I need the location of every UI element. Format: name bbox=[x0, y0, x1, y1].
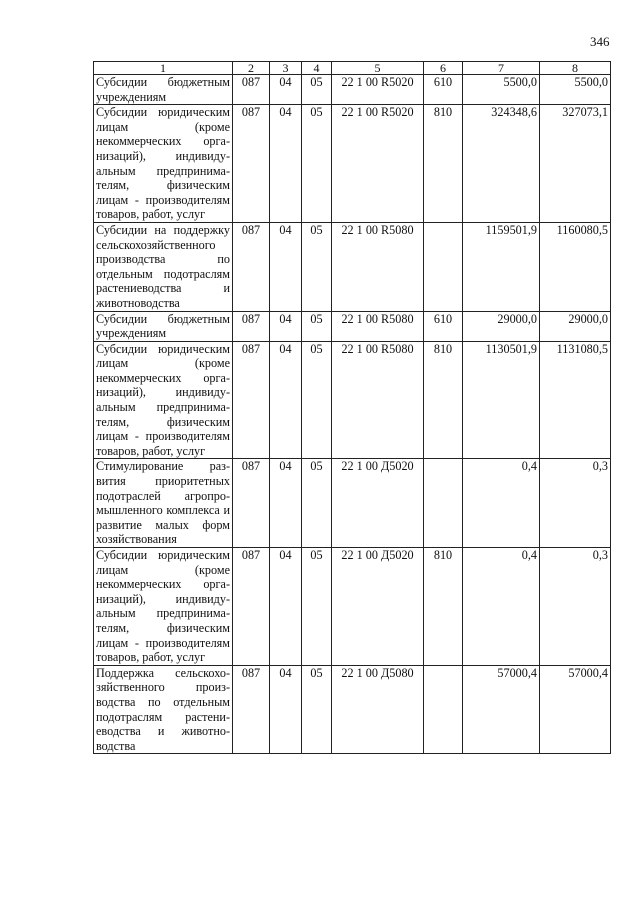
target-article-cell: 22 1 00 R5020 bbox=[332, 75, 424, 105]
expense-type-cell: 810 bbox=[424, 341, 463, 459]
admin-code-cell: 087 bbox=[233, 311, 270, 341]
row-name-cell: Поддержка сельскохозяйственного производства по отдельным подотраслям растениеводства и животноводства bbox=[94, 665, 233, 754]
amount-cell-7: 57000,4 bbox=[463, 665, 540, 754]
table-row bbox=[94, 665, 611, 754]
subsection-cell: 05 bbox=[302, 311, 332, 341]
admin-code-cell: 087 bbox=[233, 222, 270, 311]
column-header: 7 bbox=[463, 62, 540, 75]
row-name-cell: Субсидии юридическим лицам (кроме некоммерческих организаций), индивидуальным предпринимателям, физическим лицам - производителям товаров, работ, услуг bbox=[94, 548, 233, 666]
target-article-cell: 22 1 00 R5020 bbox=[332, 105, 424, 223]
expense-type-cell bbox=[424, 459, 463, 548]
subsection-cell: 05 bbox=[302, 341, 332, 459]
amount-cell-8: 0,3 bbox=[540, 459, 611, 548]
row-name-cell: Субсидии юридическим лицам (кроме некоммерческих организаций), индивидуальным предпринимателям, физическим лицам - производителям товаров, работ, услуг bbox=[94, 105, 233, 223]
row-name-cell: Стимулирование развития приоритетных подотраслей агропромышленного комплекса и развитие малых форм хозяйствования bbox=[94, 459, 233, 548]
subsection-cell: 05 bbox=[302, 459, 332, 548]
target-article-cell: 22 1 00 Д5080 bbox=[332, 665, 424, 754]
table-row bbox=[94, 341, 611, 459]
column-header: 4 bbox=[302, 62, 332, 75]
section-cell: 04 bbox=[270, 222, 302, 311]
admin-code-cell: 087 bbox=[233, 548, 270, 666]
subsection-cell: 05 bbox=[302, 75, 332, 105]
row-name-cell: Субсидии юридическим лицам (кроме некоммерческих организаций), индивидуальным предпринимателям, физическим лицам - производителям товаров, работ, услуг bbox=[94, 341, 233, 459]
expense-type-cell: 810 bbox=[424, 548, 463, 666]
section-cell: 04 bbox=[270, 75, 302, 105]
amount-cell-7: 1159501,9 bbox=[463, 222, 540, 311]
budget-table bbox=[93, 61, 611, 754]
column-header: 3 bbox=[270, 62, 302, 75]
amount-cell-8: 0,3 bbox=[540, 548, 611, 666]
section-cell: 04 bbox=[270, 459, 302, 548]
admin-code-cell: 087 bbox=[233, 459, 270, 548]
expense-type-cell bbox=[424, 665, 463, 754]
column-header: 5 bbox=[332, 62, 424, 75]
table-row bbox=[94, 75, 611, 105]
amount-cell-7: 324348,6 bbox=[463, 105, 540, 223]
target-article-cell: 22 1 00 R5080 bbox=[332, 311, 424, 341]
amount-cell-8: 5500,0 bbox=[540, 75, 611, 105]
subsection-cell: 05 bbox=[302, 665, 332, 754]
amount-cell-8: 29000,0 bbox=[540, 311, 611, 341]
target-article-cell: 22 1 00 R5080 bbox=[332, 341, 424, 459]
row-name-cell: Субсидии бюджетным учреждениям bbox=[94, 311, 233, 341]
target-article-cell: 22 1 00 R5080 bbox=[332, 222, 424, 311]
amount-cell-8: 1160080,5 bbox=[540, 222, 611, 311]
column-header: 1 bbox=[94, 62, 233, 75]
table-row bbox=[94, 459, 611, 548]
target-article-cell: 22 1 00 Д5020 bbox=[332, 548, 424, 666]
section-cell: 04 bbox=[270, 548, 302, 666]
column-header: 8 bbox=[540, 62, 611, 75]
header-row bbox=[94, 62, 611, 75]
subsection-cell: 05 bbox=[302, 105, 332, 223]
amount-cell-7: 0,4 bbox=[463, 548, 540, 666]
amount-cell-8: 57000,4 bbox=[540, 665, 611, 754]
section-cell: 04 bbox=[270, 665, 302, 754]
section-cell: 04 bbox=[270, 311, 302, 341]
table-row bbox=[94, 105, 611, 223]
admin-code-cell: 087 bbox=[233, 105, 270, 223]
expense-type-cell: 610 bbox=[424, 75, 463, 105]
table-row bbox=[94, 548, 611, 666]
subsection-cell: 05 bbox=[302, 548, 332, 666]
amount-cell-7: 5500,0 bbox=[463, 75, 540, 105]
amount-cell-7: 1130501,9 bbox=[463, 341, 540, 459]
column-header: 2 bbox=[233, 62, 270, 75]
admin-code-cell: 087 bbox=[233, 341, 270, 459]
amount-cell-7: 29000,0 bbox=[463, 311, 540, 341]
table-row bbox=[94, 311, 611, 341]
section-cell: 04 bbox=[270, 105, 302, 223]
amount-cell-8: 1131080,5 bbox=[540, 341, 611, 459]
row-name-cell: Субсидии бюджетным учреждениям bbox=[94, 75, 233, 105]
expense-type-cell: 810 bbox=[424, 105, 463, 223]
page-number: 346 bbox=[590, 34, 610, 49]
admin-code-cell: 087 bbox=[233, 75, 270, 105]
admin-code-cell: 087 bbox=[233, 665, 270, 754]
row-name-cell: Субсидии на поддержку сельскохозяйственного производства по отдельным подотраслям растениеводства и животноводства bbox=[94, 222, 233, 311]
column-header: 6 bbox=[424, 62, 463, 75]
amount-cell-8: 327073,1 bbox=[540, 105, 611, 223]
amount-cell-7: 0,4 bbox=[463, 459, 540, 548]
target-article-cell: 22 1 00 Д5020 bbox=[332, 459, 424, 548]
expense-type-cell bbox=[424, 222, 463, 311]
section-cell: 04 bbox=[270, 341, 302, 459]
table-row bbox=[94, 222, 611, 311]
expense-type-cell: 610 bbox=[424, 311, 463, 341]
subsection-cell: 05 bbox=[302, 222, 332, 311]
